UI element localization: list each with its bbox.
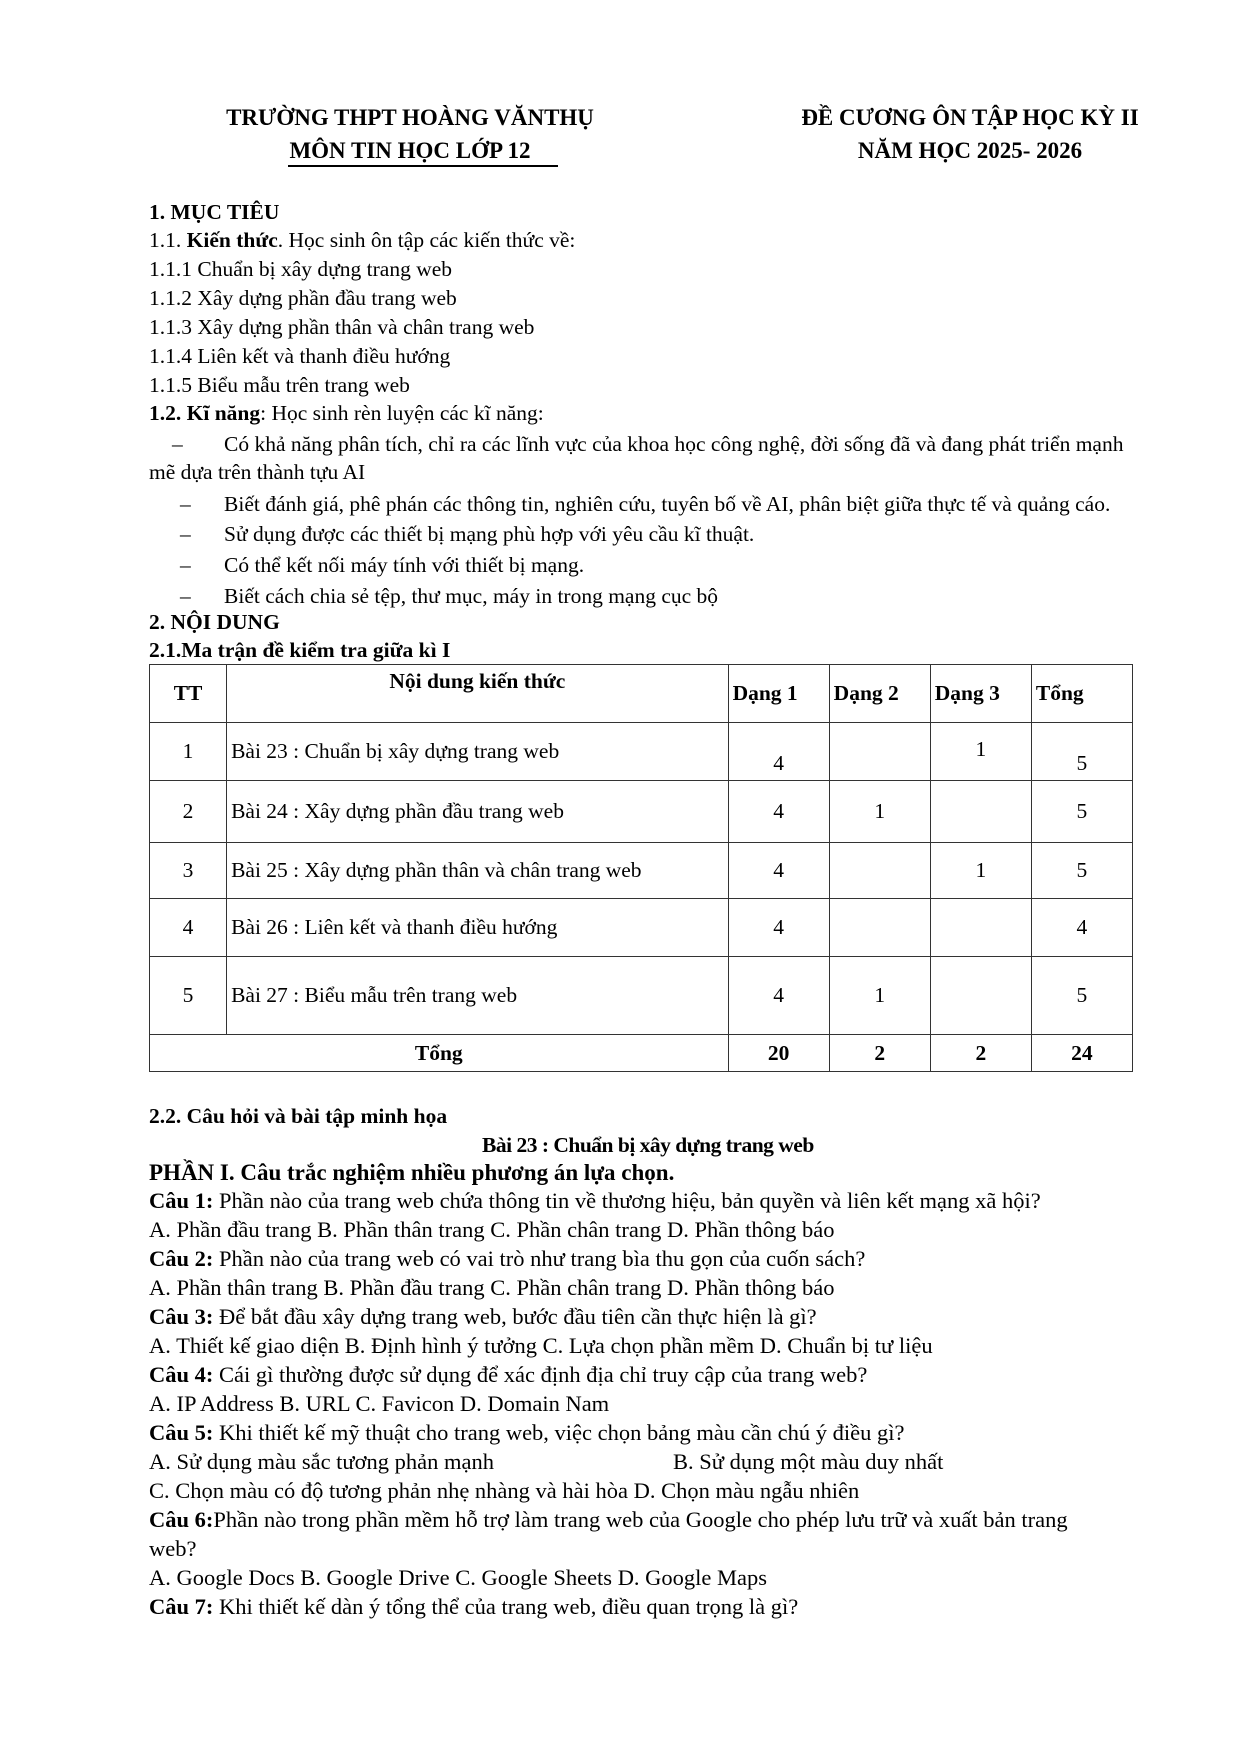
cell-dang1: 4 (728, 781, 829, 843)
exam-matrix-table (149, 664, 1133, 1072)
question-1 (149, 1188, 1041, 1214)
matrix-title: 2.1.Ma trận đề kiểm tra giữa kì I (149, 638, 451, 662)
knowledge-label: Kiến thức (186, 228, 278, 252)
skill-item: Có khả năng phân tích, chỉ ra các lĩnh vực của khoa học công nghệ, đời sống đã và đang phát triển mạnh (224, 432, 1124, 456)
skills-heading (149, 401, 544, 426)
knowledge-item: 1.1.3 Xây dựng phần thân và chân trang web (149, 315, 535, 339)
cell-dang1: 4 (728, 843, 829, 899)
cell-tong: 5 (1031, 843, 1132, 899)
question-2-options: A. Phần thân trang B. Phần đầu trang C. Phần chân trang D. Phần thông báo (149, 1275, 835, 1300)
question-text: Phần nào trong phần mềm hỗ trợ làm trang web của Google cho phép lưu trữ và xuất bản trang (213, 1507, 1068, 1532)
knowledge-item: 1.1.1 Chuẩn bị xây dựng trang web (149, 257, 453, 281)
header-tong: Tổng (1031, 665, 1132, 723)
question-label: Câu 5: (149, 1420, 214, 1445)
table-header-row (150, 665, 1133, 723)
question-7 (149, 1594, 798, 1620)
header-dang1: Dạng 1 (728, 665, 829, 723)
cell-dang1: 4 (728, 723, 829, 781)
table-row (150, 781, 1133, 843)
total-dang1: 20 (728, 1035, 829, 1072)
knowledge-item: 1.1.2 Xây dựng phần đầu trang web (149, 286, 457, 310)
section-1-title: 1. MỤC TIÊU (149, 200, 280, 224)
table-row (150, 843, 1133, 899)
question-6-options: A. Google Docs B. Google Drive C. Google Sheets D. Google Maps (149, 1565, 768, 1590)
knowledge-prefix: 1.1. (149, 228, 187, 252)
skill-dash: – (180, 522, 191, 546)
subject-title: MÔN TIN HỌC LỚP 12 (289, 138, 531, 163)
question-label: Câu 1: (149, 1188, 214, 1213)
cell-content: Bài 24 : Xây dựng phần đầu trang web (227, 781, 729, 843)
table-row (150, 957, 1133, 1035)
skill-item: Sử dụng được các thiết bị mạng phù hợp với yêu cầu kĩ thuật. (224, 522, 755, 546)
question-text: Phần nào của trang web chứa thông tin về thương hiệu, bản quyền và liên kết mạng xã hội? (213, 1188, 1041, 1213)
question-5-option-a: A. Sử dụng màu sắc tương phản mạnh (149, 1449, 494, 1474)
cell-tt: 2 (150, 781, 227, 843)
cell-content: Bài 26 : Liên kết và thanh điều hướng (227, 899, 729, 957)
school-name: TRƯỜNG THPT HOÀNG VĂNTHỤ (226, 105, 594, 130)
total-label: Tổng (150, 1035, 729, 1072)
question-text: Khi thiết kế mỹ thuật cho trang web, việc chọn bảng màu cần chú ý điều gì? (213, 1420, 905, 1445)
section-2-title: 2. NỘI DUNG (149, 610, 280, 634)
cell-tong: 5 (1031, 957, 1132, 1035)
knowledge-item: 1.1.4 Liên kết và thanh điều hướng (149, 344, 451, 368)
cell-tong: 5 (1031, 781, 1132, 843)
question-label: Câu 6: (149, 1507, 214, 1532)
question-5-option-b: B. Sử dụng một màu duy nhất (673, 1449, 944, 1474)
cell-dang3: 1 (930, 723, 1031, 781)
question-6 (149, 1507, 1068, 1533)
lesson-title: Bài 23 : Chuẩn bị xây dựng trang web (482, 1133, 814, 1157)
question-2 (149, 1246, 865, 1272)
question-label: Câu 3: (149, 1304, 214, 1329)
knowledge-heading (149, 228, 575, 253)
total-dang3: 2 (930, 1035, 1031, 1072)
skill-item: Có thể kết nối máy tính với thiết bị mạng. (224, 553, 585, 577)
question-4 (149, 1362, 867, 1388)
cell-tt: 3 (150, 843, 227, 899)
question-text: Để bắt đầu xây dựng trang web, bước đầu tiên cần thực hiện là gì? (213, 1304, 817, 1329)
skill-dash: – (180, 492, 191, 516)
knowledge-text: . Học sinh ôn tập các kiến thức về: (277, 228, 576, 252)
cell-tt: 5 (150, 957, 227, 1035)
skill-dash: – (180, 584, 191, 608)
cell-dang3: 1 (930, 843, 1031, 899)
question-text: Cái gì thường được sử dụng để xác định địa chỉ truy cập của trang web? (213, 1362, 868, 1387)
cell-dang2 (829, 899, 930, 957)
knowledge-item: 1.1.5 Biểu mẫu trên trang web (149, 373, 410, 397)
skill-item: Biết đánh giá, phê phán các thông tin, nghiên cứu, tuyên bố về AI, phân biệt giữa thực tế và quảng cáo. (224, 492, 1111, 516)
header-content: Nội dung kiến thức (227, 665, 729, 723)
question-label: Câu 4: (149, 1362, 214, 1387)
cell-content: Bài 23 : Chuẩn bị xây dựng trang web (227, 723, 729, 781)
cell-content: Bài 27 : Biểu mẫu trên trang web (227, 957, 729, 1035)
cell-tt: 4 (150, 899, 227, 957)
skill-item-cont: mẽ dựa trên thành tựu AI (149, 460, 366, 484)
table-row (150, 899, 1133, 957)
cell-dang2: 1 (829, 957, 930, 1035)
skills-label: 1.2. Kĩ năng (149, 401, 261, 425)
cell-dang3 (930, 899, 1031, 957)
skills-text: : Học sinh rèn luyện các kĩ năng: (260, 401, 544, 425)
part-title: PHẦN I. Câu trắc nghiệm nhiều phương án lựa chọn. (149, 1160, 675, 1185)
question-4-options: A. IP Address B. URL C. Favicon D. Domain Nam (149, 1391, 610, 1416)
cell-dang1: 4 (728, 957, 829, 1035)
cell-dang2 (829, 843, 930, 899)
cell-content: Bài 25 : Xây dựng phần thân và chân trang web (227, 843, 729, 899)
cell-dang1: 4 (728, 899, 829, 957)
table-row (150, 723, 1133, 781)
skill-dash: – (180, 553, 191, 577)
header-dang3: Dạng 3 (930, 665, 1031, 723)
cell-tong: 5 (1031, 723, 1132, 781)
question-5 (149, 1420, 904, 1446)
question-5-options-cd: C. Chọn màu có độ tương phản nhẹ nhàng và hài hòa D. Chọn màu ngẫu nhiên (149, 1478, 860, 1503)
question-text: Phần nào của trang web có vai trò như trang bìa thu gọn của cuốn sách? (213, 1246, 866, 1271)
subject-underline (288, 165, 558, 167)
cell-tong: 4 (1031, 899, 1132, 957)
question-6-cont: web? (149, 1536, 197, 1561)
skill-item: Biết cách chia sẻ tệp, thư mục, máy in trong mạng cục bộ (224, 584, 719, 608)
question-label: Câu 7: (149, 1594, 214, 1619)
questions-title: 2.2. Câu hỏi và bài tập minh họa (149, 1104, 448, 1128)
skill-dash: – (172, 432, 183, 456)
header-tt: TT (150, 665, 227, 723)
total-tong: 24 (1031, 1035, 1132, 1072)
table-total-row (150, 1035, 1133, 1072)
total-dang2: 2 (829, 1035, 930, 1072)
question-3 (149, 1304, 817, 1330)
cell-dang3 (930, 957, 1031, 1035)
cell-tt: 1 (150, 723, 227, 781)
cell-dang2: 1 (829, 781, 930, 843)
school-year: NĂM HỌC 2025- 2026 (857, 138, 1083, 163)
cell-dang3 (930, 781, 1031, 843)
document-title: ĐỀ CƯƠNG ÔN TẬP HỌC KỲ II (801, 105, 1139, 130)
cell-dang2 (829, 723, 930, 781)
question-3-options: A. Thiết kế giao diện B. Định hình ý tưởng C. Lựa chọn phần mềm D. Chuẩn bị tư liệu (149, 1333, 933, 1358)
header-dang2: Dạng 2 (829, 665, 930, 723)
question-label: Câu 2: (149, 1246, 214, 1271)
question-text: Khi thiết kế dàn ý tổng thể của trang web, điều quan trọng là gì? (213, 1594, 799, 1619)
question-1-options: A. Phần đầu trang B. Phần thân trang C. Phần chân trang D. Phần thông báo (149, 1217, 835, 1242)
